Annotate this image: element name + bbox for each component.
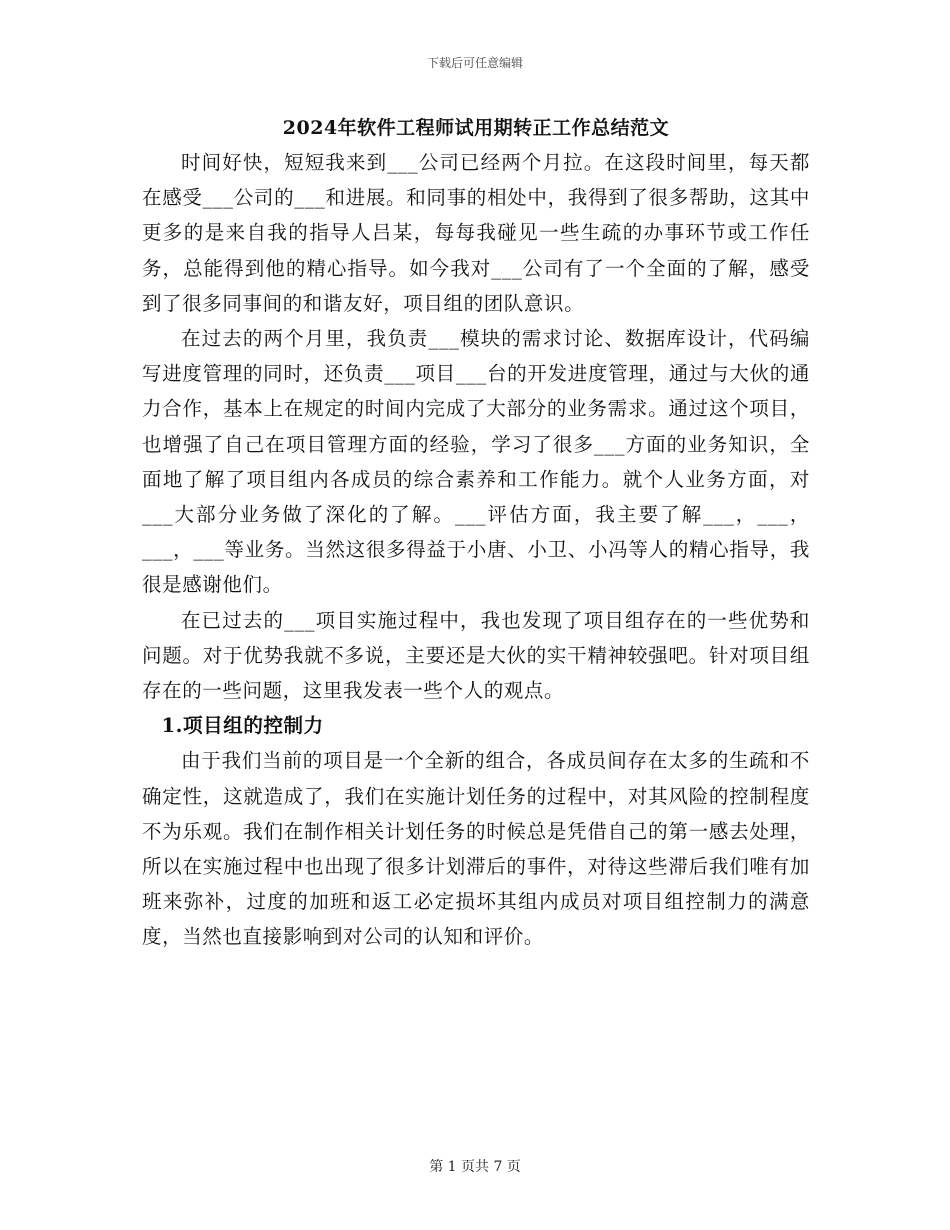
- paragraph-1: 时间好快，短短我来到___公司已经两个月拉。在这段时间里，每天都在感受___公司的___和进展。和同事的相处中，我得到了很多帮助，这其中更多的是来自我的指导人吕某，每每我碰见一些生疏的办事环节或工作任务，总能得到他的精心指导。如今我对___公司有了一个全面的了解，感受到了很多同事间的和谐友好，项目组的团队意识。: [142, 151, 810, 315]
- document-title: 2024年软件工程师试用期转正工作总结范文: [282, 117, 670, 139]
- section-paragraph: 由于我们当前的项目是一个全新的组合，各成员间存在太多的生疏和不确定性，这就造成了，我们在实施计划任务的过程中，对其风险的控制程度不为乐观。我们在制作相关计划任务的时候总是凭借自己的第一感去处理，所以在实施过程中也出现了很多计划滞后的事件，对待这些滞后我们唯有加班来弥补，过度的加班和返工必定损坏其组内成员对项目组控制力的满意度，当然也直接影响到对公司的认知和评价。: [142, 749, 810, 949]
- section-heading: 1.项目组的控制力: [161, 714, 324, 738]
- paragraph-3: 在已过去的___项目实施过程中，我也发现了项目组存在的一些优势和问题。对于优势我就不多说，主要还是大伙的实干精神较强吧。针对项目组存在的一些问题，这里我发表一些个人的观点。: [142, 608, 810, 703]
- page-number: 第 1 页共 7 页: [429, 1159, 521, 1175]
- header-note: 下载后可任意编辑: [426, 56, 523, 70]
- document-body: [142, 113, 810, 955]
- paragraph-2: 在过去的两个月里，我负责___模块的需求讨论、数据库设计，代码编写进度管理的同时，还负责___项目___台的开发进度管理，通过与大伙的通力合作，基本上在规定的时间内完成了大部分的业务需求。通过这个项目，也增强了自己在项目管理方面的经验，学习了很多___方面的业务知识，全面地了解了项目组内各成员的综合素养和工作能力。就个人业务方面，对___大部分业务做了深化的了解。___评估方面，我主要了解___，___，___，___等业务。当然这很多得益于小唐、小卫、小冯等人的精心指导，我很是感谢他们。: [142, 327, 810, 597]
